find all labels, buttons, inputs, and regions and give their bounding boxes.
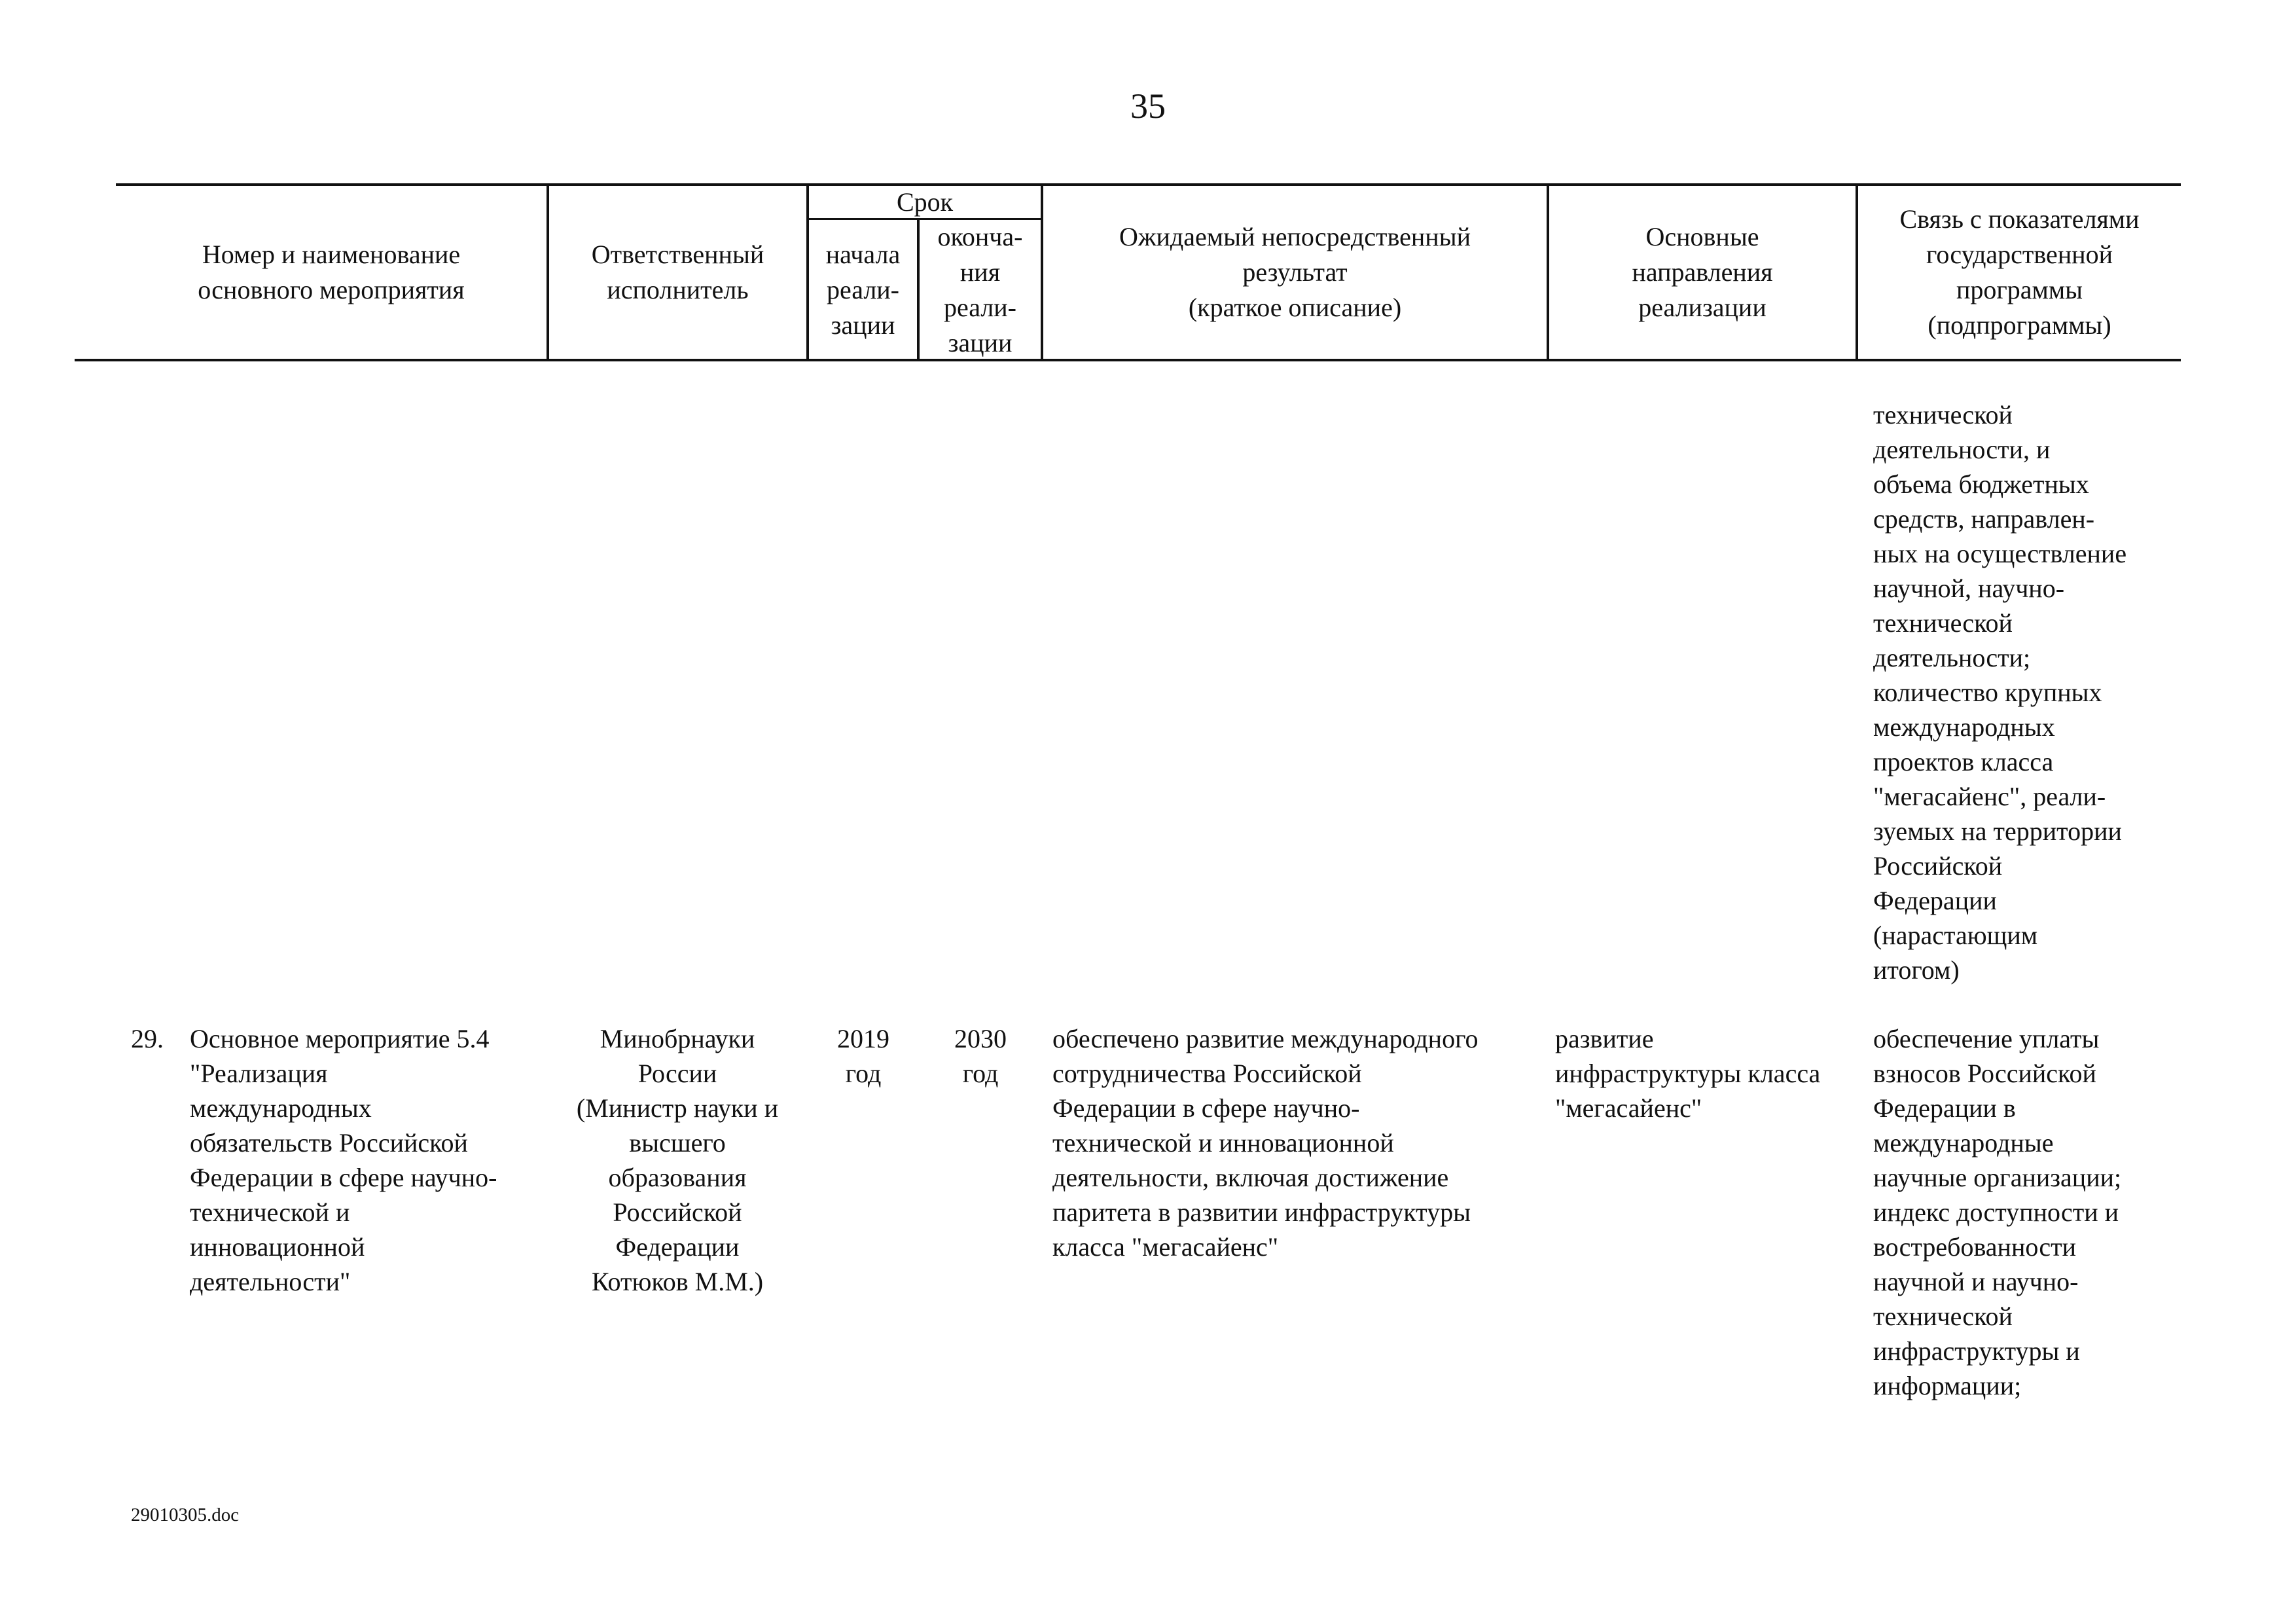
header-name: Номер и наименование основного мероприятия <box>198 240 465 304</box>
header-bottom-rule <box>75 359 2181 361</box>
row-link: обеспечение уплаты взносов Российской Федерации в международные научные организации; индекс доступности и востребованности научной и научно- технической инфраструктуры и информации; <box>1873 1024 2122 1400</box>
header-term: Срок <box>896 187 954 217</box>
page-number: 35 <box>1130 86 1166 126</box>
row-number: 29. <box>131 1024 164 1053</box>
header-directions: Основные направления реализации <box>1632 222 1773 322</box>
header-result: Ожидаемый непосредственный результат (краткое описание) <box>1119 222 1471 322</box>
row-executor: Минобрнауки России (Министр науки и высшего образования Российской Федерации Котюков М.М.) <box>576 1024 779 1296</box>
row-directions: развитие инфраструктуры класса "мегасайенс" <box>1555 1024 1821 1123</box>
row-name: Основное мероприятие 5.4 "Реализация международных обязательств Российской Федерации в сфере научно- технической и инновационной деятельности" <box>190 1024 497 1296</box>
row-result: обеспечено развитие международного сотрудничества Российской Федерации в сфере научно- технической и инновационной деятельности, включая достижение паритета в развитии инфраструктуры класса "мегасайенс" <box>1052 1024 1479 1262</box>
header-start: начала реали- зации <box>825 239 901 340</box>
continuation-link-text: технической деятельности, и объема бюджетных средств, направлен- ных на осуществление научной, научно- технической деятельности; количество крупных международных проектов класса "мегасайенс", реали- зуемых на территории Российской Федерации (нарастающим итогом) <box>1873 400 2127 985</box>
row-end-year: 2030 год <box>954 1024 1007 1088</box>
header-link: Связь с показателями государственной программы (подпрограммы) <box>1899 204 2140 340</box>
table-header <box>0 0 2296 367</box>
header-end: оконча- ния реали- зации <box>937 221 1023 357</box>
header-executor: Ответственный исполнитель <box>591 240 764 304</box>
footer-filename: 29010305.doc <box>131 1504 240 1525</box>
row-start-year: 2019 год <box>837 1024 889 1088</box>
